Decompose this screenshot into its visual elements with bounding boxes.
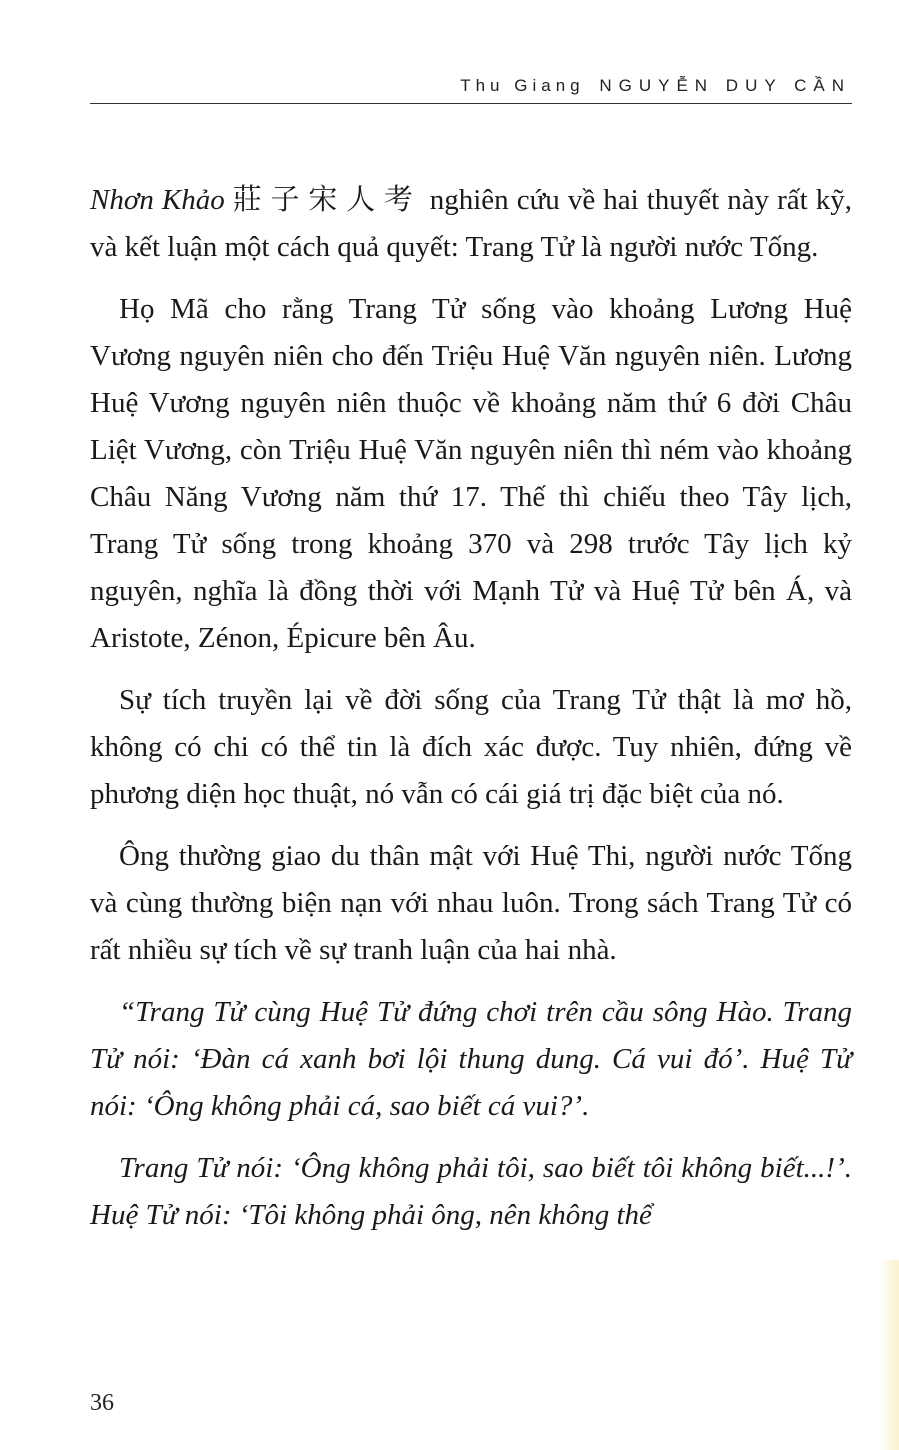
quote-paragraph-1: “Trang Tử cùng Huệ Tử đứng chơi trên cầu sông Hào. Trang Tử nói: ‘Đàn cá xanh bơi lội thung dung. Cá vui đó’. Huệ Tử nói: ‘Ông không phải cá, sao biết cá vui?’. (90, 996, 852, 1122)
han-characters: 莊子宋人考 (232, 182, 422, 216)
paragraph-1 (90, 176, 852, 271)
page-number: 36 (90, 1390, 114, 1416)
header-author-name: Thu Giang (460, 76, 585, 95)
page-edge-shadow (877, 1260, 899, 1450)
paragraph-2: Họ Mã cho rằng Trang Tử sống vào khoảng Lương Huệ Vương nguyên niên cho đến Triệu Huệ Văn nguyên niên. Lương Huệ Vương nguyên niên thuộc về khoảng năm thứ 6 đời Châu Liệt Vương, còn Triệu Huệ Văn nguyên niên thì ném vào khoảng Châu Năng Vương năm thứ 17. Thế thì chiếu theo Tây lịch, Trang Tử sống trong khoảng 370 và 298 trước Tây lịch kỷ nguyên, nghĩa là đồng thời với Mạnh Tử và Huệ Tử bên Á, và Aristote, Zénon, Épicure bên Âu. (90, 293, 852, 654)
header-author-surname: NGUYỄN DUY CẦN (599, 76, 851, 95)
paragraph-4: Ông thường giao du thân mật với Huệ Thi, người nước Tống và cùng thường biện nạn với nhau luôn. Trong sách Trang Tử có rất nhiều sự tích về sự tranh luận của hai nhà. (90, 840, 852, 966)
paragraph-1-text: nghiên cứu về hai thuyết này rất kỹ, và kết luận một cách quả quyết: Trang Tử là người nước Tống. (90, 184, 853, 263)
header-rule (90, 103, 852, 104)
quote-paragraph-2: Trang Tử nói: ‘Ông không phải tôi, sao biết tôi không biết...!’. Huệ Tử nói: ‘Tôi không phải ông, nên không thể (90, 1152, 852, 1231)
body-text (90, 176, 852, 1254)
running-header (460, 76, 851, 96)
italic-title: Nhơn Khảo (90, 184, 225, 216)
paragraph-3: Sự tích truyền lại về đời sống của Trang Tử thật là mơ hồ, không có chi có thể tin là đích xác được. Tuy nhiên, đứng về phương diện học thuật, nó vẫn có cái giá trị đặc biệt của nó. (90, 684, 852, 810)
